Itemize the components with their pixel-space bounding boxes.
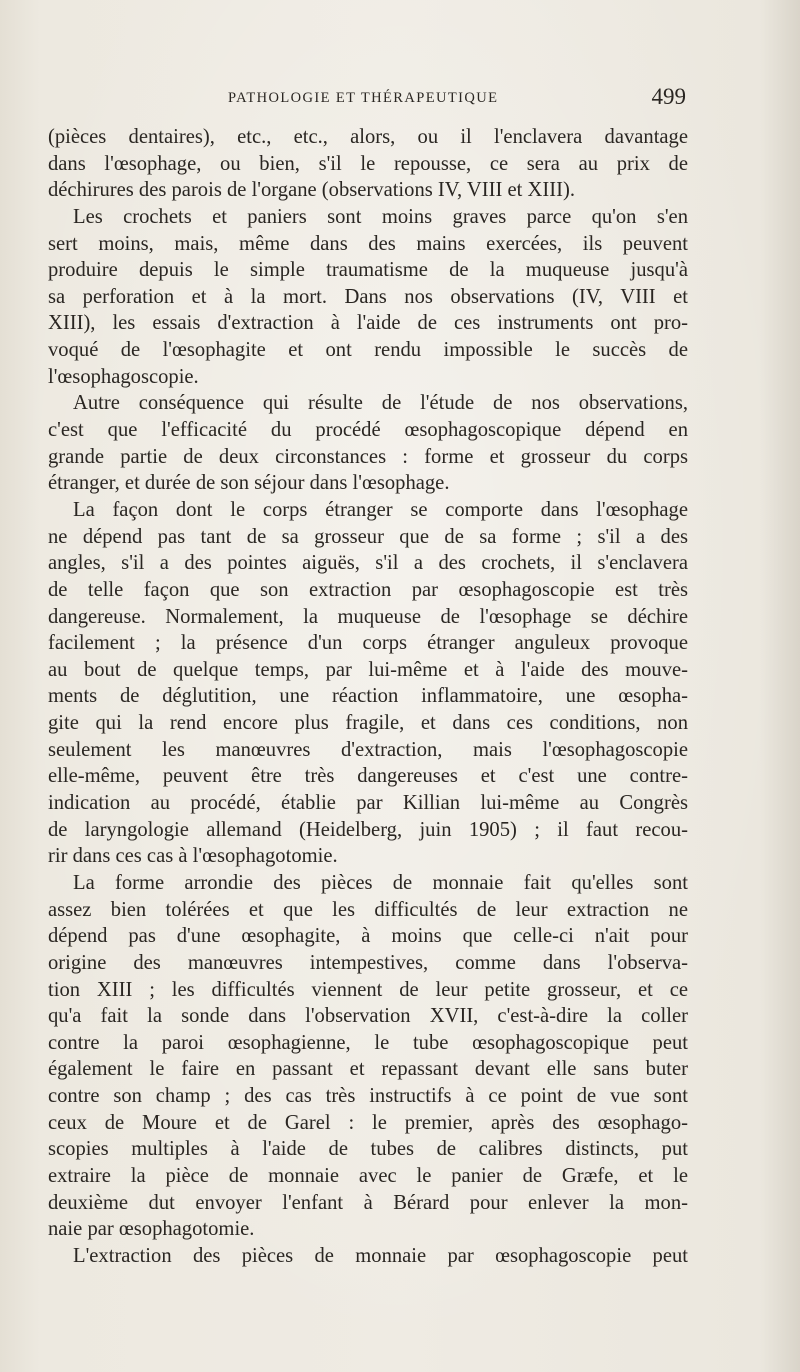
page-number: 499	[651, 84, 686, 109]
text-line: elle-même, peuvent être très dangereuses et c'est une contre-	[48, 765, 688, 788]
text-line: Autre conséquence qui résulte de l'étude de nos observations,	[73, 392, 688, 415]
text-line: contre la paroi œsophagienne, le tube œsophagoscopique peut	[48, 1031, 688, 1054]
text-line: sert moins, mais, même dans des mains exercées, ils peuvent	[48, 232, 688, 255]
text-line: (pièces dentaires), etc., etc., alors, ou il l'enclavera davantage	[48, 126, 688, 148]
page-header	[48, 84, 688, 114]
text-line: étranger, et durée de son séjour dans l'œsophage.	[48, 472, 450, 495]
text-line: de telle façon que son extraction par œsophagoscopie est très	[48, 578, 688, 601]
text-line: XIII), les essais d'extraction à l'aide de ces instruments ont pro-	[48, 312, 688, 335]
text-line: au bout de quelque temps, par lui-même et à l'aide des mouve-	[48, 658, 688, 681]
text-line: déchirures des parois de l'organe (observations IV, VIII et XIII).	[48, 179, 575, 202]
text-line: origine des manœuvres intempestives, comme dans l'observa-	[48, 951, 688, 974]
text-line: dans l'œsophage, ou bien, s'il le repousse, ce sera au prix de	[48, 152, 688, 175]
text-line: ne dépend pas tant de sa grosseur que de sa forme ; s'il a des	[48, 525, 688, 548]
text-line: ceux de Moure et de Garel : le premier, après des œsophago-	[48, 1111, 688, 1134]
text-line: grande partie de deux circonstances : forme et grosseur du corps	[48, 445, 688, 468]
text-line: tion XIII ; les difficultés viennent de leur petite grosseur, et ce	[48, 978, 688, 1001]
text-line: ments de déglutition, une réaction inflammatoire, une œsopha-	[48, 685, 688, 708]
text-line: également le faire en passant et repassant devant elle sans buter	[48, 1058, 688, 1081]
text-line: angles, s'il a des pointes aiguës, s'il a des crochets, il s'enclavera	[48, 552, 688, 575]
text-line: l'œsophagoscopie.	[48, 365, 199, 388]
text-line: qu'a fait la sonde dans l'observation XVII, c'est-à-dire la coller	[48, 1005, 688, 1028]
text-line: gite qui la rend encore plus fragile, et dans ces conditions, non	[48, 712, 688, 735]
text-line: L'extraction des pièces de monnaie par œsophagoscopie peut	[73, 1244, 688, 1267]
text-line: assez bien tolérées et que les difficultés de leur extraction ne	[48, 898, 688, 921]
text-line: seulement les manœuvres d'extraction, mais l'œsophagoscopie	[48, 738, 688, 761]
text-line: contre son champ ; des cas très instructifs à ce point de vue sont	[48, 1085, 688, 1108]
text-line: naie par œsophagotomie.	[48, 1218, 255, 1241]
text-line: scopies multiples à l'aide de tubes de calibres distincts, put	[48, 1138, 688, 1161]
text-line: sa perforation et à la mort. Dans nos observations (IV, VIII et	[48, 285, 688, 308]
text-line: Les crochets et paniers sont moins graves parce qu'on s'en	[73, 205, 688, 228]
text-line: indication au procédé, établie par Killian lui-même au Congrès	[48, 792, 688, 815]
text-line: c'est que l'efficacité du procédé œsophagoscopique dépend en	[48, 419, 688, 442]
text-line: dangereuse. Normalement, la muqueuse de l'œsophage se déchire	[48, 605, 688, 628]
text-line: voqué de l'œsophagite et ont rendu impossible le succès de	[48, 339, 688, 362]
text-line: de laryngologie allemand (Heidelberg, juin 1905) ; il faut recou-	[48, 818, 688, 841]
running-title: PATHOLOGIE ET THÉRAPEUTIQUE	[228, 90, 499, 106]
text-line: produire depuis le simple traumatisme de la muqueuse jusqu'à	[48, 259, 688, 282]
text-line: extraire la pièce de monnaie avec le panier de Græfe, et le	[48, 1164, 688, 1187]
text-line: rir dans ces cas à l'œsophagotomie.	[48, 845, 338, 868]
text-line: deuxième dut envoyer l'enfant à Bérard pour enlever la mon-	[48, 1191, 688, 1214]
text-line: La façon dont le corps étranger se comporte dans l'œsophage	[73, 498, 688, 521]
body-text	[48, 124, 688, 1270]
text-line: La forme arrondie des pièces de monnaie fait qu'elles sont	[73, 871, 688, 894]
text-line: dépend pas d'une œsophagite, à moins que celle-ci n'ait pour	[48, 925, 688, 948]
text-line: facilement ; la présence d'un corps étranger anguleux provoque	[48, 632, 688, 655]
